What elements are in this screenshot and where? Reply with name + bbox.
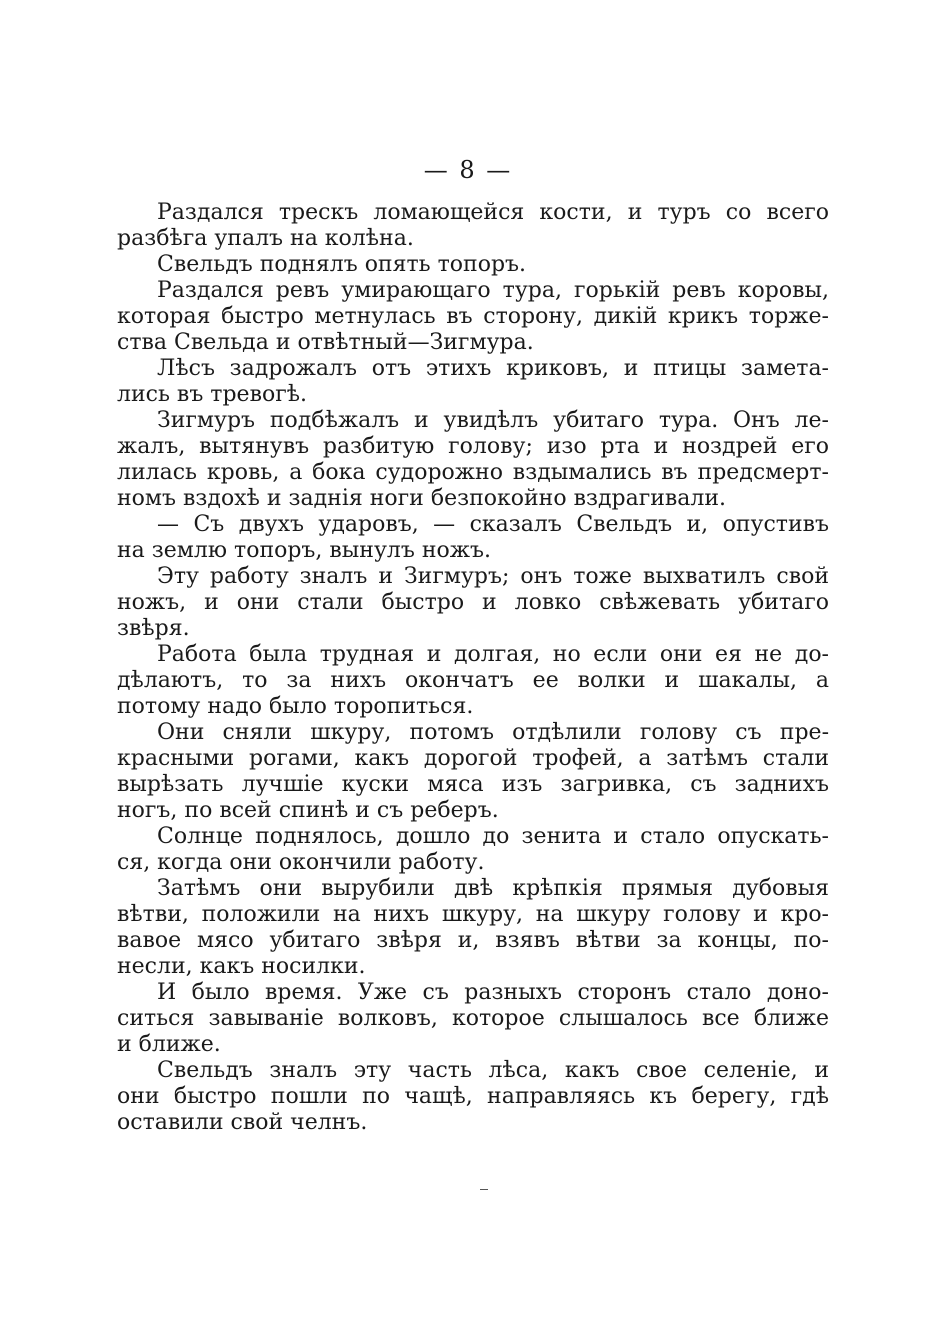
print-speck <box>480 1189 488 1190</box>
page-number: — 8 — <box>423 156 513 184</box>
text-line: Раздался трескъ ломающейся кости, и туръ со всего <box>157 200 829 225</box>
text-line: которая быстро метнулась въ сторону, дикій крикъ торже- <box>117 304 829 329</box>
text-line: красными рогами, какъ дорогой трофей, а затѣмъ стали <box>117 746 829 771</box>
text-line: на землю топоръ, вынулъ ножъ. <box>117 538 492 563</box>
text-line: Зигмуръ подбѣжалъ и увидѣлъ убитаго тура. Онъ ле- <box>157 408 829 433</box>
text-line: лилась кровь, а бока судорожно вздымались въ предсмерт- <box>117 460 829 485</box>
text-line: звѣря. <box>117 616 190 641</box>
paragraph <box>117 356 829 408</box>
text-line: Солнце поднялось, дошло до зенита и стало опускать- <box>157 824 829 849</box>
text-line: ства Свельда и отвѣтный—Зигмура. <box>117 330 534 355</box>
paragraph <box>117 980 829 1058</box>
text-line: И было время. Уже съ разныхъ сторонъ стало доно- <box>157 980 829 1005</box>
paragraph <box>117 642 829 720</box>
text-line: — Съ двухъ ударовъ, — сказалъ Свельдъ и, опустивъ <box>157 512 829 537</box>
paragraph <box>117 720 829 824</box>
text-line: Раздался ревъ умирающаго тура, горькій ревъ коровы, <box>157 278 829 303</box>
paragraph <box>117 512 829 564</box>
paragraph <box>117 824 829 876</box>
text-line: Затѣмъ они вырубили двѣ крѣпкія прямыя дубовыя <box>157 876 829 901</box>
text-line: Свельдъ зналъ эту часть лѣса, какъ свое селеніе, и <box>157 1058 829 1083</box>
text-line: вѣтви, положили на нихъ шкуру, на шкуру голову и кро- <box>117 902 829 927</box>
text-line: разбѣга упалъ на колѣна. <box>117 226 414 251</box>
text-line: они быстро пошли по чащѣ, направляясь къ берегу, гдѣ <box>117 1084 829 1109</box>
paragraph <box>117 278 829 356</box>
body-text <box>117 200 829 1136</box>
text-line: ся, когда они окончили работу. <box>117 850 485 875</box>
text-line: жалъ, вытянувъ разбитую голову; изо рта и ноздрей его <box>117 434 829 459</box>
paragraph <box>117 1058 829 1136</box>
text-line: потому надо было торопиться. <box>117 694 474 719</box>
text-line: Свельдъ поднялъ опять топоръ. <box>157 252 527 277</box>
text-line: дѣлаютъ, то за нихъ окончатъ ее волки и шакалы, а <box>117 668 829 693</box>
paragraph <box>117 200 829 252</box>
paragraph <box>117 252 829 278</box>
text-line: ногъ, по всей спинѣ и съ реберъ. <box>117 798 499 823</box>
text-line: номъ вздохѣ и заднія ноги безпокойно вздрагивали. <box>117 486 727 511</box>
text-line: и ближе. <box>117 1032 221 1057</box>
text-line: Эту работу зналъ и Зигмуръ; онъ тоже выхватилъ свой <box>157 564 829 589</box>
text-line: вырѣзать лучшіе куски мяса изъ загривка, съ заднихъ <box>117 772 829 797</box>
text-line: лись въ тревогѣ. <box>117 382 307 407</box>
paragraph <box>117 564 829 642</box>
paragraph <box>117 408 829 512</box>
text-line: Работа была трудная и долгая, но если они ея не до- <box>157 642 829 667</box>
paragraph <box>117 876 829 980</box>
text-line: ситься завываніе волковъ, которое слышалось все ближе <box>117 1006 829 1031</box>
text-line: ножъ, и они стали быстро и ловко свѣжевать убитаго <box>117 590 829 615</box>
text-line: оставили свой челнъ. <box>117 1110 368 1135</box>
text-line: несли, какъ носилки. <box>117 954 366 979</box>
text-line: Они сняли шкуру, потомъ отдѣлили голову съ пре- <box>157 720 829 745</box>
text-line: вавое мясо убитаго звѣря и, взявъ вѣтви за концы, по- <box>117 928 829 953</box>
text-line: Лѣсъ задрожалъ отъ этихъ криковъ, и птицы замета- <box>157 356 829 381</box>
